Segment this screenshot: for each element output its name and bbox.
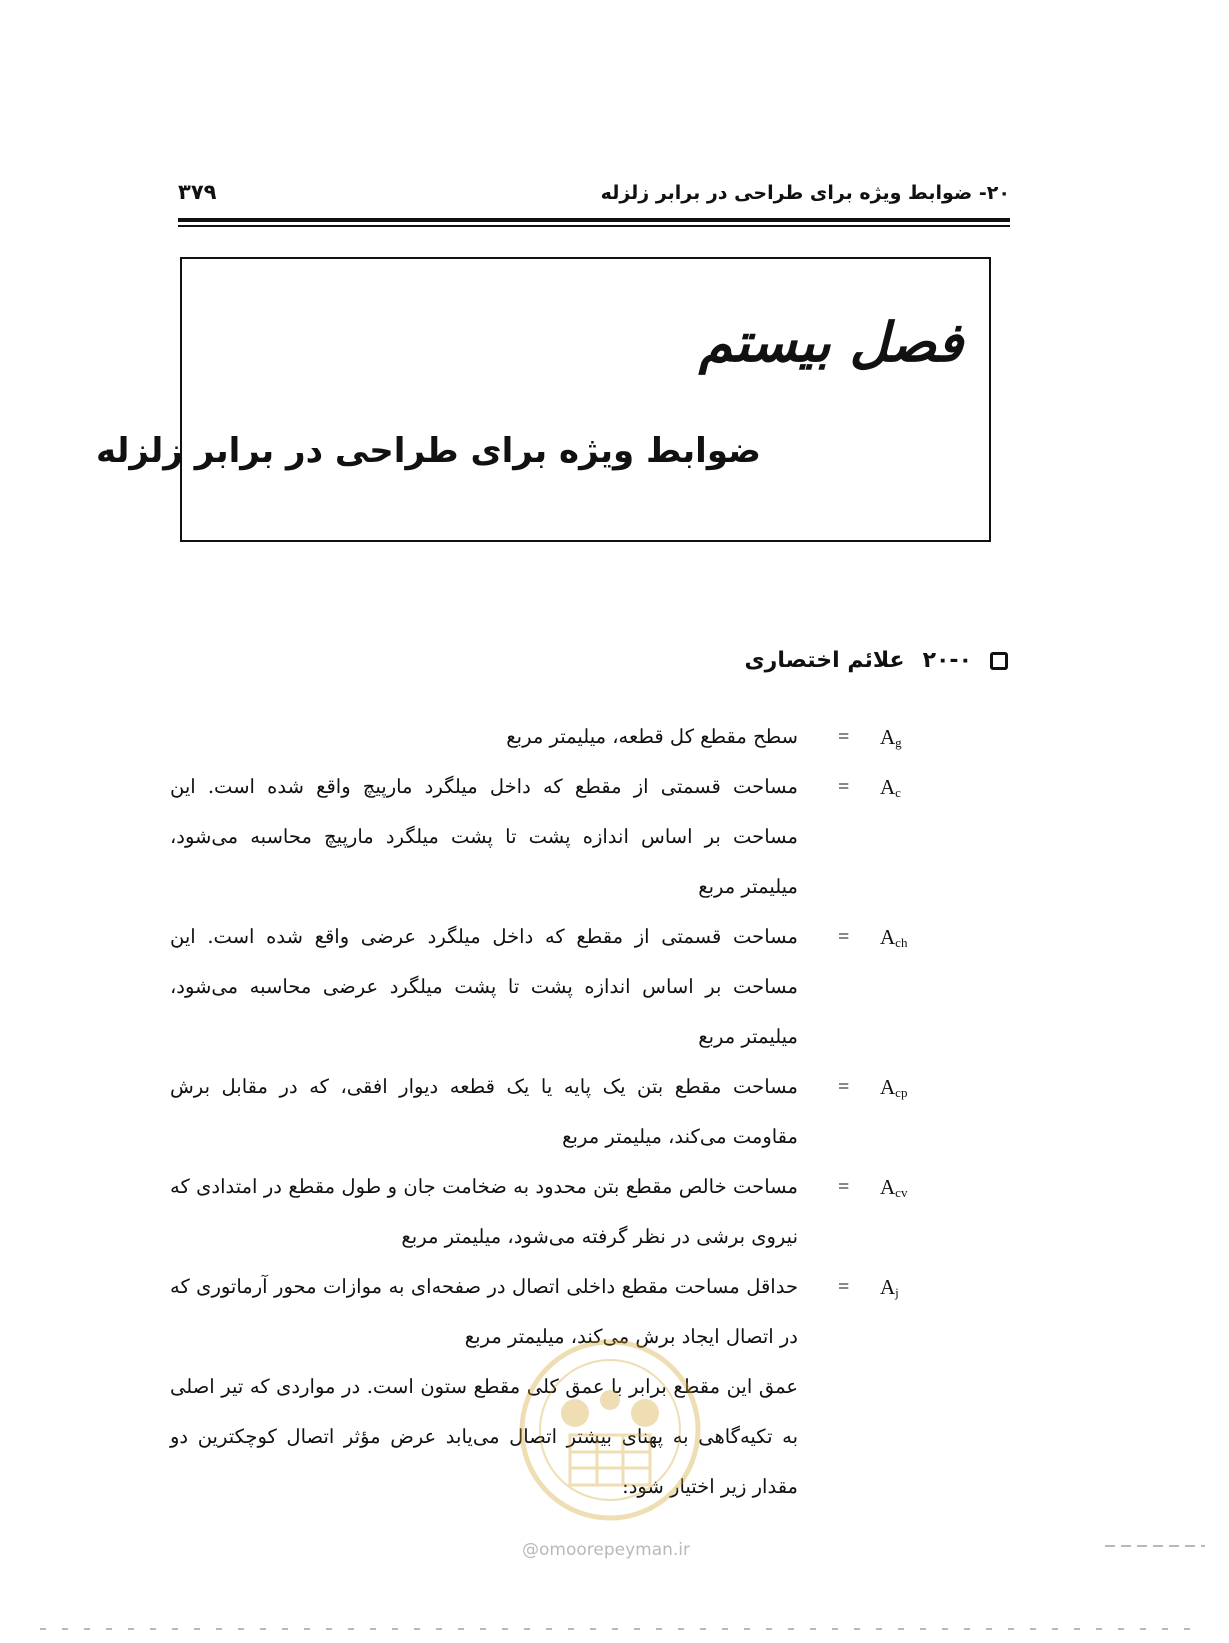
definition-text: مساحت قسمتی از مقطع که داخل میلگرد عرضی واقع شده است. این مساحت بر اساس اندازه پشت تا پشت میلگرد عرضی محاسبه می‌شود، میلیمتر مربع <box>170 925 798 1048</box>
definition-row <box>170 762 920 912</box>
watermark-url: @omoorepeyman.ir <box>522 1540 691 1560</box>
equals-sign: = <box>838 1176 850 1198</box>
definition-symbol: $A_g$ <box>880 725 902 750</box>
scan-artifact-line <box>1105 1545 1205 1547</box>
scan-artifact-line <box>40 1628 1200 1630</box>
equals-sign: = <box>838 926 850 948</box>
section-number: ۲۰-۰ <box>922 648 972 673</box>
section-heading <box>745 648 1008 673</box>
header-rule-thick <box>178 218 1010 222</box>
definition-continuation: عمق این مقطع برابر با عمق کلی مقطع ستون است. در مواردی که تیر اصلی به تکیه‌گاهی به پهنای بیشتر اتصال می‌یابد عرض مؤثر اتصال کوچکترین دو مقدار زیر اختیار شود: <box>170 1375 798 1498</box>
square-bullet-icon <box>990 652 1008 670</box>
definition-row <box>170 912 920 1062</box>
definition-text: حداقل مساحت مقطع داخلی اتصال در صفحه‌ای به موازات محور آرماتوری که در اتصال ایجاد برش می‌کند، میلیمتر مربع <box>170 1275 798 1348</box>
definition-text: سطح مقطع کل قطعه، میلیمتر مربع <box>506 725 798 748</box>
header-rule-thin <box>178 225 1010 227</box>
definition-text: مساحت قسمتی از مقطع که داخل میلگرد مارپیچ واقع شده است. این مساحت بر اساس اندازه پشت تا پشت میلگرد مارپیچ محاسبه می‌شود، میلیمتر مربع <box>170 775 798 898</box>
definition-symbol: $A_j$ <box>880 1275 899 1300</box>
definition-text: مساحت خالص مقطع بتن محدود به ضخامت جان و طول مقطع در امتدادی که نیروی برشی در نظر گرفته می‌شود، میلیمتر مربع <box>170 1175 798 1248</box>
definition-symbol: $A_{cp}$ <box>880 1075 908 1100</box>
equals-sign: = <box>838 726 850 748</box>
equals-sign: = <box>838 776 850 798</box>
page-number: ۳۷۹ <box>178 180 217 204</box>
definition-row <box>170 1062 920 1162</box>
definition-row <box>170 712 920 762</box>
definition-text: مساحت مقطع بتن یک پایه یا یک قطعه دیوار افقی، که در مقابل برش مقاومت می‌کند، میلیمتر مربع <box>170 1075 798 1148</box>
definition-symbol: $A_c$ <box>880 775 901 800</box>
watermark-logo-icon <box>515 1335 705 1525</box>
equals-sign: = <box>838 1276 850 1298</box>
running-header <box>178 178 1010 212</box>
definition-row <box>170 1162 920 1262</box>
chapter-number: فصل بیستم <box>698 311 963 374</box>
chapter-box <box>96 257 991 542</box>
equals-sign: = <box>838 1076 850 1098</box>
header-title: ۲۰- ضوابط ویژه برای طراحی در برابر زلزله <box>600 182 1010 204</box>
definition-symbol: $A_{cv}$ <box>880 1175 908 1200</box>
section-title: علائم اختصاری <box>744 648 905 673</box>
chapter-title: ضوابط ویژه برای طراحی در برابر زلزله <box>96 431 761 471</box>
definition-symbol: $A_{ch}$ <box>880 925 908 950</box>
